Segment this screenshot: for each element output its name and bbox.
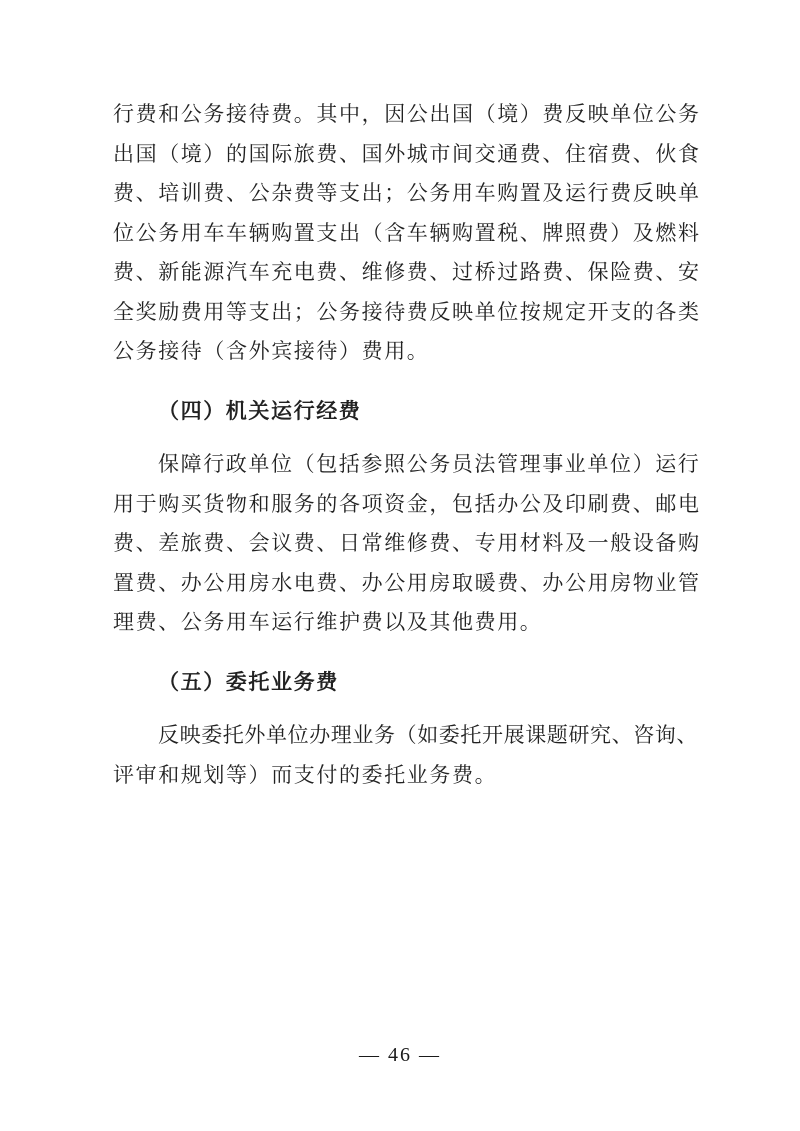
paragraph-1-line-6: 全奖励费用等支出；公务接待费反映单位按规定开支的各类 [113,299,701,324]
paragraph-3-line-2: 评审和规划等）而支付的委托业务费。 [113,762,498,787]
paragraph-2-line-5: 理费、公务用车运行维护费以及其他费用。 [113,610,543,634]
paragraph-1-line-3: 费、培训费、公杂费等支出；公务用车购置及运行费反映单 [113,181,701,205]
page-number: — 46 — [359,1044,441,1066]
section-heading-organ-operating-funds: （四）机关运行经费 [158,398,362,423]
page-body [113,95,709,795]
paragraph-2-line-4: 置费、办公用房水电费、办公用房取暖费、办公用房物业管 [113,570,701,595]
paragraph-3-line-1: 反映委托外单位办理业务（如委托开展课题研究、咨询、 [158,723,698,747]
paragraph-2-line-1: 保障行政单位（包括参照公务员法管理事业单位）运行 [158,452,701,476]
paragraph-1-line-5: 费、新能源汽车充电费、维修费、过桥过路费、保险费、安 [113,260,701,284]
paragraph-1-line-2: 出国（境）的国际旅费、国外城市间交通费、住宿费、伙食 [113,141,701,166]
paragraph-1-line-1: 行费和公务接待费。其中，因公出国（境）费反映单位公务 [113,102,701,126]
paragraph-1-line-4: 位公务用车车辆购置支出（含车辆购置税、牌照费）及燃料 [113,220,701,245]
page-footer [0,1044,800,1067]
section-heading-entrusted-business-fees: （五）委托业务费 [158,669,339,694]
paragraph-2-line-3: 费、差旅费、会议费、日常维修费、专用材料及一般设备购 [113,531,701,555]
paragraph-2-line-2: 用于购买货物和服务的各项资金，包括办公及印刷费、邮电 [113,491,701,516]
paragraph-1-line-7: 公务接待（含外宾接待）费用。 [113,339,430,363]
